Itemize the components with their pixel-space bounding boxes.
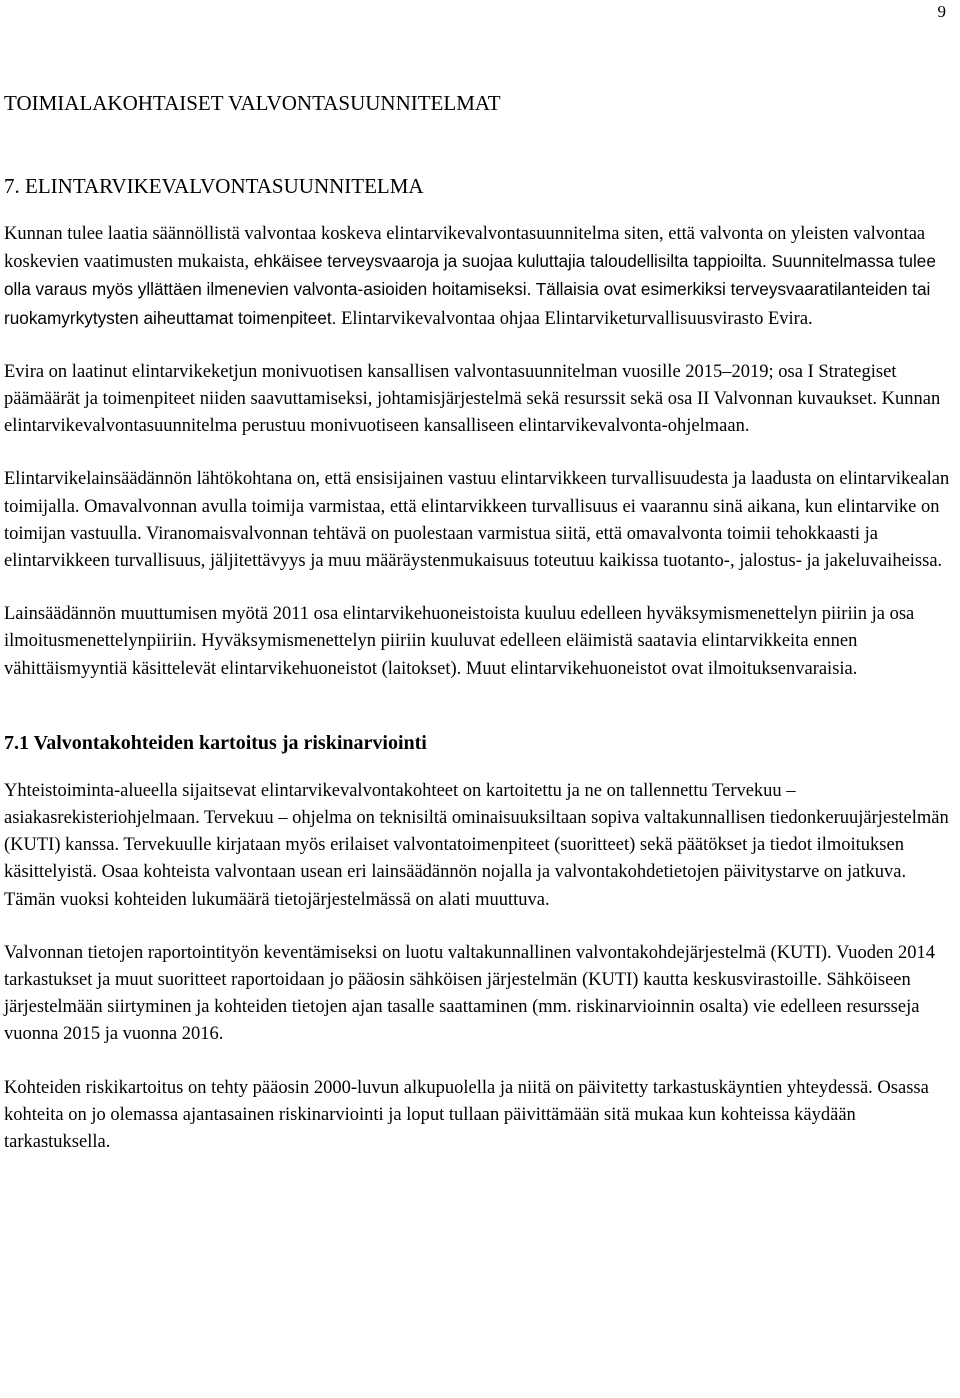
paragraph-approval: Lainsäädännön muuttumisen myötä 2011 osa elintarvikehuoneistoista kuuluu edelleen hyväksymismenettelyn piiriin ja osa ilmoitusmenettelynpiiriin. Hyväksymismenettelyn piiriin kuuluvat edelleen eläimistä saatavia elintarvikkeita ennen vähittäismyyntiä käsittelevät elintarvikehuoneistot (laitokset). Muut elintarvikehuoneistot ovat ilmoituksenvaraisia. [4,604,915,679]
section-heading: 7.1 Valvontakohteiden kartoitus ja riskinarviointi [4,731,427,754]
chapter-heading: 7. ELINTARVIKEVALVONTASUUNNITELMA [4,174,424,198]
paragraph-tervekuu: Yhteistoiminta-alueella sijaitsevat elintarvikevalvontakohteet on kartoitettu ja ne on tallennettu Tervekuu – asiakasrekisteriohjelmaan. Tervekuu – ohjelma on teknisiltä ominaisuuksiltaan sopiva valtakunnallisen tiedonkeruujärjestelmän (KUTI) kanssa. Tervekuulle kirjataan myös erilaiset valvontatoimenpiteet (suoritteet) sekä päätökset ja tiedot ilmoituksen käsittelyistä. Osaa kohteista valvontaan usean eri lainsäädännön nojalla ja valvontakohdetietojen päivitystarve on jatkuva. Tämän vuoksi kohteiden lukumäärä tietojärjestelmässä on alati muuttuva. [4,780,949,910]
document-body [4,90,958,1156]
page-number: 9 [937,2,946,21]
paragraph-kuti: Valvonnan tietojen raportointityön keventämiseksi on luotu valtakunnallinen valvontakohdejärjestelmä (KUTI). Vuoden 2014 tarkastukset ja muut suoritteet raportoidaan jo pääosin sähköisen järjestelmän (KUTI) kautta keskusvirastoille. Sähköiseen järjestelmään siirtyminen ja kohteiden tietojen ajan tasalle saattaminen (mm. riskinarvioinnin osalta) vie edelleen resursseja vuonna 2015 ja vuonna 2016. [4,942,936,1045]
paragraph-legislation: Elintarvikelainsäädännön lähtökohtana on, että ensisijainen vastuu elintarvikkeen turvallisuudesta ja laadusta on elintarvikealan toimijalla. Omavalvonnan avulla toimija varmistaa, että elintarvikkeen turvallisuus ei vaarannu sinä aikana, kun elintarvike on toimijan vastuulla. Viranomaisvalvonnan tehtävä on puolestaan varmistua siitä, että omavalvonta toimii tehokkaasti ja elintarvikkeen turvallisuus, jäljitettävyys ja muu määräystenmukaisuus toteutuu kaikissa tuotanto-, jalostus- ja jakeluvaiheissa. [4,469,950,572]
document-heading: TOIMIALAKOHTAISET VALVONTASUUNNITELMAT [4,91,501,115]
paragraph-intro-part-2: ehkäisee terveysvaaroja ja suojaa kuluttajia taloudellisilta tappioilta. Suunnitelmassa tulee olla varaus myös yllättäen ilmenevien valvonta-asioiden hoitamiseksi. Tällaisia ovat esimerkiksi terveysvaaratilanteiden tai ruokamyrkytysten aiheuttamat toimenpiteet. [4,251,936,328]
paragraph-intro-part-3: Elintarvikevalvontaa ohjaa Elintarviketurvallisuusvirasto Evira. [336,308,813,329]
paragraph-intro [4,221,958,333]
paragraph-intro-part-1: Kunnan tulee laatia säännöllistä valvontaa koskeva elintarvikevalvontasuunnitelma siten, että valvonta on yleisten valvontaa koskevien vaatimusten mukaista, [4,224,926,273]
paragraph-risk-mapping: Kohteiden riskikartoitus on tehty pääosin 2000-luvun alkupuolella ja niitä on päivitetty tarkastuskäyntien yhteydessä. Osassa kohteita on jo olemassa ajantasainen riskinarviointi ja loput tullaan päivittämään sitä mukaa kun kohteissa käydään tarkastuksella. [4,1077,929,1153]
paragraph-evira-plan: Evira on laatinut elintarvikeketjun monivuotisen kansallisen valvontasuunnitelman vuosille 2015–2019; osa I Strategiset päämäärät ja toimenpiteet niiden saavuttamiseksi, johtamisjärjestelmä sekä resurssit sekä osa II Valvonnan kuvaukset. Kunnan elintarvikevalvontasuunnitelma perustuu monivuotiseen kansalliseen elintarvikevalvonta-ohjelmaan. [4,361,941,437]
